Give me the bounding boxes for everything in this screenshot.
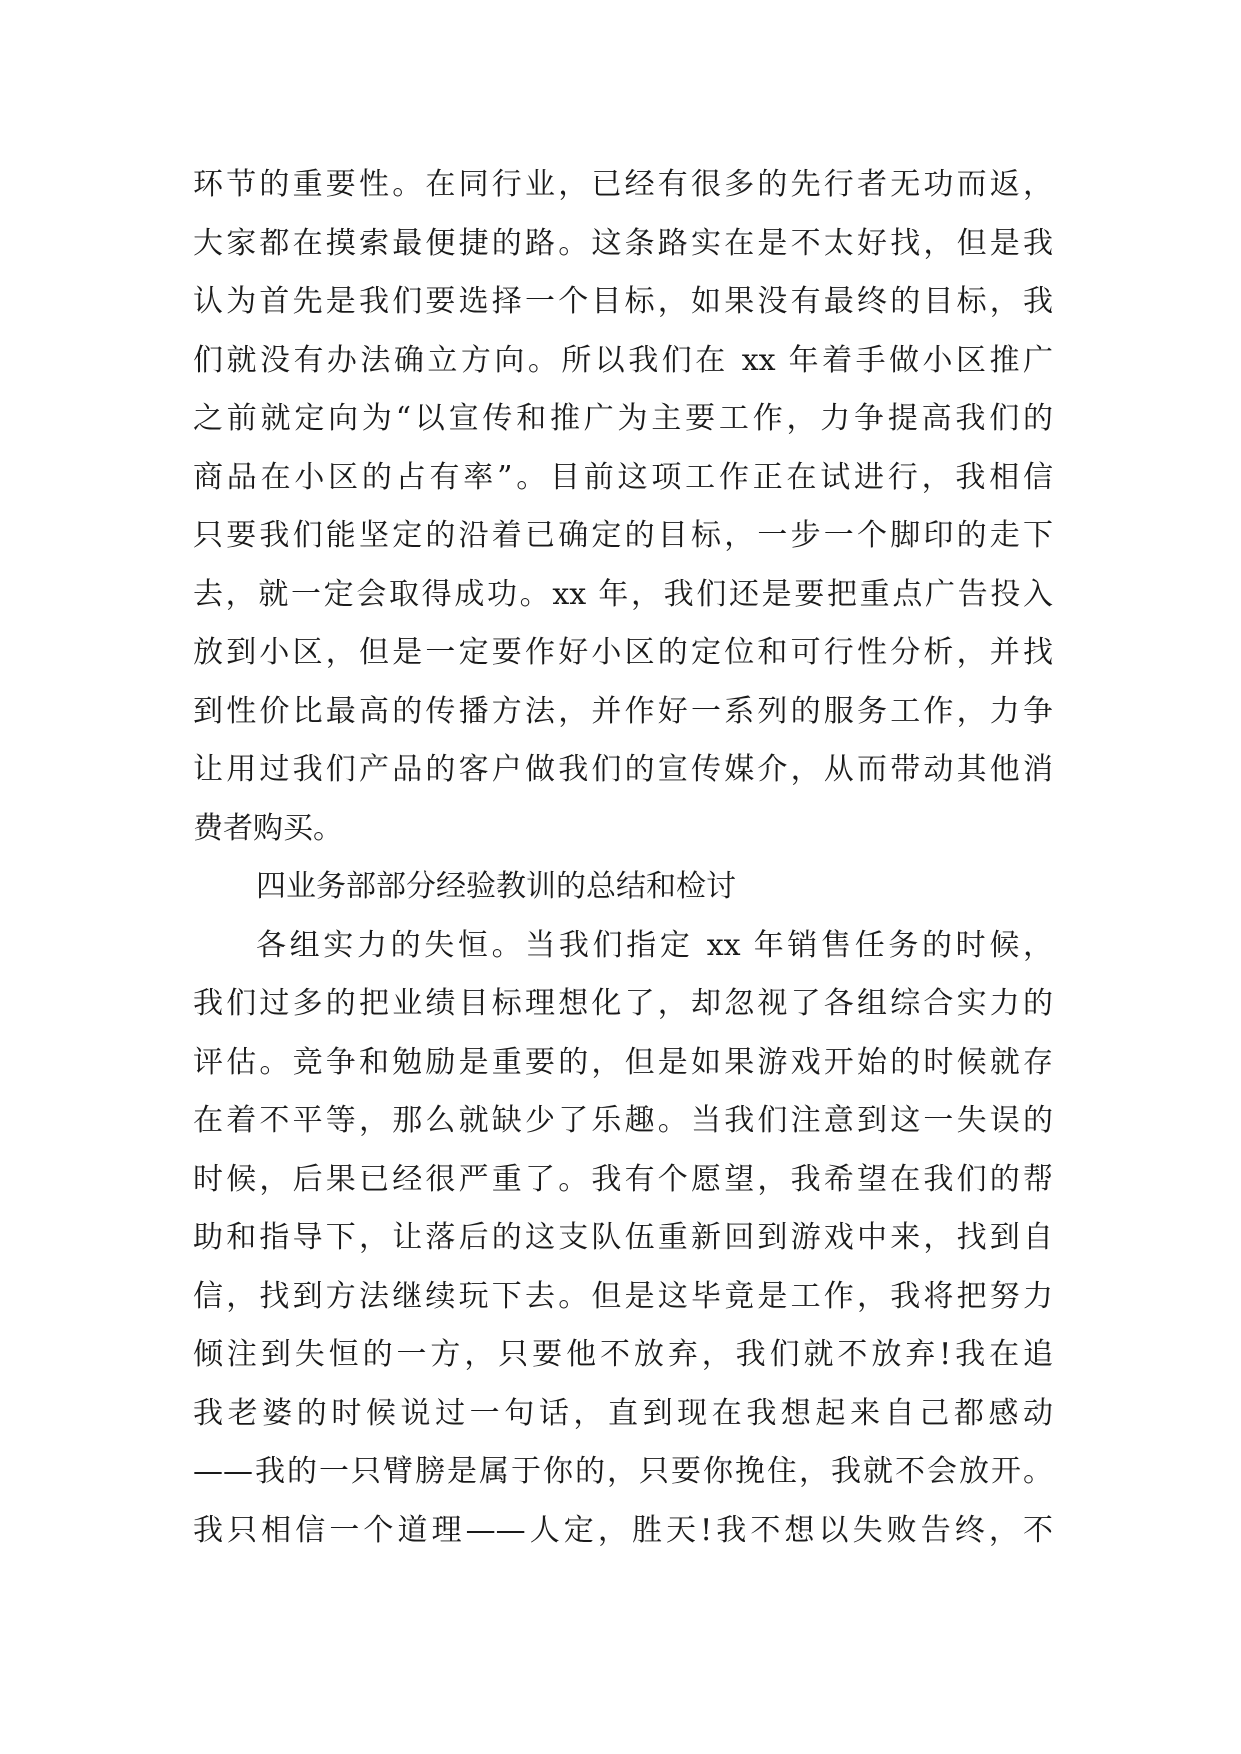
document-body [193, 156, 1053, 1560]
paragraph-line: 费者购买。 [193, 810, 343, 846]
paragraph-line: 放到小区，但是一定要作好小区的定位和可行性分析，并找 [193, 635, 1053, 670]
paragraph-line: 各组实力的失恒。当我们指定 xx 年销售任务的时候， [256, 927, 1053, 963]
paragraph-line: 评估。竞争和勉励是重要的，但是如果游戏开始的时候就存 [193, 1044, 1053, 1080]
paragraph-line: 们就没有办法确立方向。所以我们在 xx 年着手做小区推广 [193, 342, 1053, 378]
paragraph-line: 之前就定向为“以宣传和推广为主要工作，力争提高我们的 [193, 401, 1053, 436]
paragraph-line: 我们过多的把业绩目标理想化了，却忽视了各组综合实力的 [193, 986, 1053, 1021]
section-heading: 四业务部部分经验教训的总结和检讨 [256, 869, 736, 904]
paragraph-line: 去，就一定会取得成功。xx 年，我们还是要把重点广告投入 [193, 576, 1053, 612]
paragraph-line: 我只相信一个道理——人定，胜天!我不想以失败告终，不 [193, 1512, 1053, 1548]
paragraph-line: 在着不平等，那么就缺少了乐趣。当我们注意到这一失误的 [193, 1103, 1053, 1138]
paragraph-line: 信，找到方法继续玩下去。但是这毕竟是工作，我将把努力 [193, 1278, 1053, 1314]
paragraph-line: ——我的一只臂膀是属于你的，只要你挽住，我就不会放开。 [193, 1454, 1053, 1489]
paragraph-line: 倾注到失恒的一方，只要他不放弃，我们就不放弃!我在追 [193, 1337, 1053, 1372]
paragraph-line: 到性价比最高的传播方法，并作好一系列的服务工作，力争 [193, 693, 1053, 729]
paragraph-line: 我老婆的时候说过一句话，直到现在我想起来自己都感动 [193, 1395, 1053, 1431]
paragraph-line: 商品在小区的占有率”。目前这项工作正在试进行，我相信 [193, 459, 1053, 495]
paragraph-line: 助和指导下，让落后的这支队伍重新回到游戏中来，找到自 [193, 1220, 1053, 1255]
paragraph-line: 让用过我们产品的客户做我们的宣传媒介，从而带动其他消 [193, 752, 1053, 787]
paragraph-line: 时候，后果已经很严重了。我有个愿望，我希望在我们的帮 [193, 1161, 1053, 1197]
paragraph-line: 环节的重要性。在同行业，已经有很多的先行者无功而返， [193, 167, 1053, 202]
paragraph-line: 认为首先是我们要选择一个目标，如果没有最终的目标，我 [193, 284, 1053, 319]
paragraph-line: 大家都在摸索最便捷的路。这条路实在是不太好找，但是我 [193, 225, 1053, 261]
paragraph-line: 只要我们能坚定的沿着已确定的目标，一步一个脚印的走下 [193, 518, 1053, 553]
